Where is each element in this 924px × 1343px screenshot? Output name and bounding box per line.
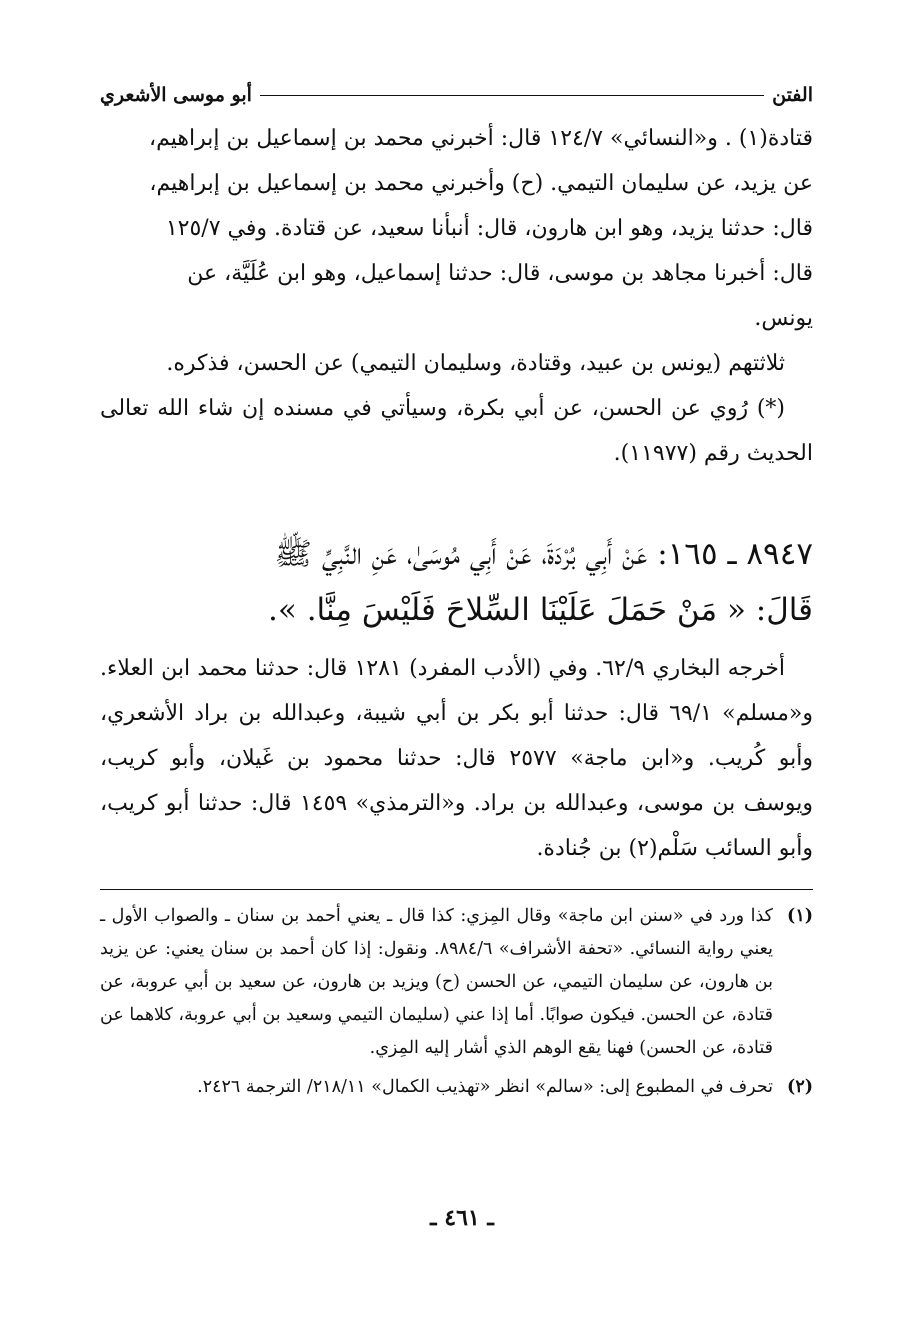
footnote-divider [100,889,813,890]
book-page [100,70,813,1110]
takhrij-paragraph: أخرجه البخاري ٦٢/٩. وفي (الأدب المفرد) ١٢٨١ قال: حدثنا محمد ابن العلاء. و«مسلم» ٦٩/١ قال: حدثنا أبو بكر بن أبي شيبة، وعبدالله بن براد الأشعري، وأبو كُريب. و«ابن ماجة» ٢٥٧٧ قال: حدثنا محمود بن غَيلان، وأبو كريب، ويوسف بن موسى، وعبدالله بن براد. و«الترمذي» ١٤٥٩ قال: حدثنا أبو كريب، وأبو السائب سَلْم(٢) بن جُنادة. [100,656,814,861]
summary-paragraph: ثلاثتهم (يونس بن عبيد، وقتادة، وسليمان التيمي) عن الحسن، فذكره. [166,351,785,376]
hadith-line: قَالَ: « مَنْ حَمَلَ عَلَيْنَا السِّلاحَ فَلَيْسَ مِنَّا. ». [268,592,813,628]
hadith-line: ٨٩٤٧ ـ ١٦٥: عَنْ أَبِي بُرْدَةَ، عَنْ أَبِي مُوسَىٰ، عَنِ النَّبِيِّ ﷺ [274,536,813,572]
page-number: ـ ٤٦١ ـ [430,1205,494,1231]
footnote-text: كذا ورد في «سنن ابن ماجة» وقال المِزي: كذا قال ـ يعني أحمد بن سنان ـ والصواب الأول ـ يعني رواية النسائي. «تحفة الأشراف» ٨٩٨٤/٦. ونقول: إذا كان أحمد بن سنان يعني: عن يزيد بن هارون، عن سليمان التيمي، عن الحسن (ح) ويزيد بن هارون، عن سعيد بن أبي عروبة، عن قتادة، عن الحسن. فيكون صوابًا. أما إذا عني (سليمان التيمي وسعيد بن أبي عروبة، كلاهما عن قتادة، عن الحسن) فهنا يقع الوهم الذي أشار إليه المِزي. [100,906,773,1058]
body-line: قتادة(١) . و«النسائي» ١٢٤/٧ قال: أخبرني محمد بن إسماعيل بن إبراهيم، [149,126,813,151]
header-rule [260,95,764,96]
footnote-item [100,1071,813,1104]
hadith-text [100,526,813,638]
body-line: قال: أخبرنا مجاهد بن موسى، قال: حدثنا إسماعيل، وهو ابن عُلَيَّة، عن [187,261,813,286]
body-line: عن يزيد، عن سليمان التيمي. (ح) وأخبرني محمد بن إسماعيل بن إبراهيم، [149,171,813,196]
header-section-title: أبو موسى الأشعري [100,84,252,106]
footnote-number: (٢) [787,1077,813,1097]
body-text [100,116,813,476]
body-line: يونس. [754,306,813,331]
cross-reference-note: (*) رُوي عن الحسن، عن أبي بكرة، وسيأتي في مسنده إن شاء الله تعالى الحديث رقم (١١٩٧٧). [100,396,813,466]
footnotes [100,900,813,1104]
footnote-number: (١) [787,906,813,926]
header-chapter-title: الفتن [772,84,813,106]
body-line: قال: حدثنا يزيد، وهو ابن هارون، قال: أنبأنا سعيد، عن قتادة. وفي ١٢٥/٧ [165,216,813,241]
footnote-text: تحرف في المطبوع إلى: «سالم» انظر «تهذيب الكمال» ٢١٨/١١/ الترجمة ٢٤٢٦. [197,1077,773,1097]
running-header [100,70,813,106]
footnote-item [100,900,813,1065]
